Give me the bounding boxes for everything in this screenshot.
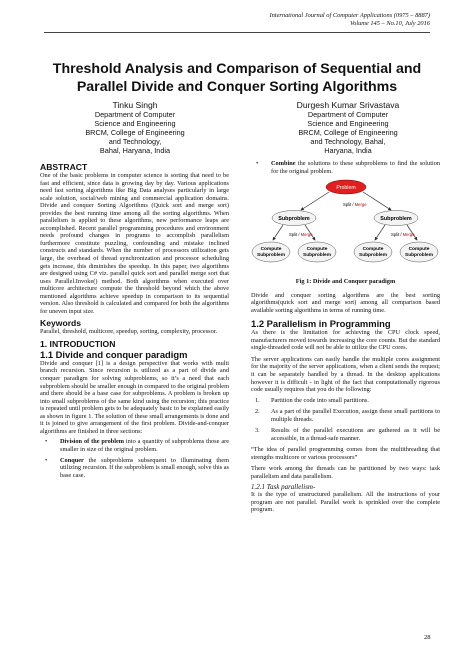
bullet-icon: • bbox=[256, 160, 259, 167]
author-2 bbox=[268, 100, 428, 156]
compute-2-line2: Subproblem bbox=[303, 253, 331, 259]
journal-volume: Volume 145 – No.10, July 2016 bbox=[349, 20, 430, 27]
section-1-2-1-paragraph: It is the type of unstructured parallelism. All the instructions of your program are not parallel. Parallel work is sprinkled over the complete program. bbox=[251, 491, 440, 514]
abstract-heading: ABSTRACT bbox=[40, 162, 88, 172]
bullet-conquer-bold: Conquer bbox=[60, 456, 84, 464]
keywords-text: Parallel, threshold, multicore, speedup, sorting, complexity, processor. bbox=[40, 328, 218, 336]
paper-title: Threshold Analysis and Comparison of Sequential and Parallel Divide and Conquer Sorting Algorithms bbox=[52, 61, 422, 95]
bullet-icon: • bbox=[45, 456, 48, 464]
split-merge-label-right bbox=[391, 232, 415, 237]
compute-4-line2: Subproblem bbox=[405, 253, 433, 259]
intro-paragraph: Divide and conquer [1] is a design perspective that works with multi branch recursion. Since recursion is utilized as a part of divide and conquer paradigm for solving subproblems, so it’s a need that each subproblem should be smaller enough in compared to the original problem and there should be a base case for subproblems. A problem is broken up into small subproblems of the same kind using the recursion; this practice is repeated until problem gets to be adequately basic to be explained easily as shown in figure 1. The solution of these small arrangements is done and it is joined to give arrangement of the first problem. Divide-and-conquer algorithms are finished in three sections: bbox=[40, 359, 229, 435]
keywords-heading: Keywords bbox=[40, 318, 82, 329]
step-2 bbox=[251, 408, 440, 423]
compute-node-1 bbox=[252, 242, 290, 262]
bullet-conquer-text: the subproblems subsequent to illuminating them utilizing recursion. If the subproblem is small enough, solve this as base case. bbox=[60, 456, 229, 479]
arrow-sub-left-to-compute-1 bbox=[273, 225, 283, 240]
author-2-affil-4: and Technology, Bahal, bbox=[310, 136, 386, 146]
bullet-division-text: into a quantity of subproblems those are smaller in size of the original problem. bbox=[60, 438, 230, 453]
bullet-combine bbox=[251, 160, 440, 175]
left-column bbox=[40, 160, 229, 482]
author-2-affil-1: Department of Computer bbox=[307, 110, 389, 119]
separator: / bbox=[297, 232, 301, 238]
compute-node-2 bbox=[298, 242, 336, 262]
abstract-text: One of the basic problems in computer science is sorting that need to be fast and efficient, since data is growing day by day. Various applications need fast sorting algorithms like Big Data analyses particularly in large scale solution, social/web mining and commercial application domains. Divide and conquer Sorting Algorithms (Quick sort and merge sort) provides the best running time among all the sorting algorithms. When parallelism is applied to these algorithms, new performance leaps are accomplished. Recent parallel programming procedures and environment needs profound changes in programs to accomplish parallelism furthermore constitute puzzling, confounding and mistake inclined constructs and standards. When the number of processors utilization gets large, the overhead of thread synchronization and processor scheduling gets increase, this diminishes the speedup. In this paper, two algorithms are designed using C# viz. parallel quick sort and parallel merge sort that uses Parallel.Invoke() method. Both algorithms when executed over multicore architecture compute the threshold beyond which the above mentioned algorithms achieve speedup in comparison to its sequential version. Also threshold is calculated and compared for both the algorithms for uneven input size. bbox=[40, 172, 229, 315]
bullet-combine-text: the solutions to these subproblems to find the solution for the original problem. bbox=[271, 160, 440, 175]
author-2-name: Durgesh Kumar Srivastava bbox=[296, 100, 400, 110]
merge-word: Merge bbox=[300, 232, 313, 238]
step-3 bbox=[251, 427, 440, 442]
step-3-text: Results of the parallel executions are gathered as it will be accessible, in a thread-safe manner. bbox=[271, 427, 440, 442]
bullet-division bbox=[40, 438, 229, 453]
compute-4-line1: Compute bbox=[408, 247, 430, 253]
merge-word: Merge bbox=[402, 232, 415, 238]
quote-paragraph: “The idea of parallel programming comes from the multithreading that strengths multicore or various processors” bbox=[251, 446, 440, 461]
arrow-problem-to-sub-left bbox=[301, 192, 329, 210]
author-2-affil-5: Haryana, India bbox=[324, 145, 372, 155]
header-rule bbox=[44, 32, 430, 33]
split-merge-label-left bbox=[289, 232, 313, 237]
subproblem-right-label: Subproblem bbox=[380, 216, 412, 223]
figure-1 bbox=[251, 178, 440, 276]
journal-name: International Journal of Computer Applications (0975 – 8887) bbox=[269, 12, 430, 19]
journal-header bbox=[269, 12, 430, 28]
compute-3-line2: Subproblem bbox=[359, 253, 387, 259]
author-1 bbox=[60, 100, 210, 156]
figure-caption: Fig 1: Divide and Conquer paradigm bbox=[295, 278, 396, 286]
split-word: Split bbox=[391, 232, 400, 238]
author-1-affil-3: BRCM, College of Engineering bbox=[85, 127, 185, 137]
compute-node-4 bbox=[400, 242, 438, 262]
split-merge-label-top bbox=[343, 202, 367, 207]
compute-3-line1: Compute bbox=[362, 247, 384, 253]
section-1-2-1-heading: 1.2.1 Task parallelism- bbox=[251, 482, 316, 491]
compute-2-line1: Compute bbox=[306, 247, 328, 253]
step-2-number: 2. bbox=[255, 408, 260, 416]
author-1-affil-5: Bahal, Haryana, India bbox=[99, 145, 171, 155]
bullet-division-bold: Division of the problem bbox=[60, 438, 125, 446]
split-word: Split bbox=[289, 232, 298, 238]
step-2-text: As a part of the parallel Execution, assign these small partitions to multiple threads. bbox=[271, 408, 440, 423]
divide-conquer-diagram bbox=[251, 178, 440, 276]
section-1-1-heading: 1.1 Divide and conquer paradigm bbox=[40, 348, 188, 360]
split-word: Split bbox=[343, 202, 352, 208]
right-column bbox=[251, 160, 440, 517]
author-1-affil-2: Science and Engineering bbox=[94, 118, 176, 128]
author-1-affil-1: Department of Computer bbox=[94, 110, 176, 119]
bullet-conquer bbox=[40, 457, 229, 480]
author-2-affil-2: Science and Engineering bbox=[307, 118, 389, 128]
introduction-heading: 1. INTRODUCTION bbox=[40, 338, 116, 349]
step-3-number: 3. bbox=[255, 427, 260, 435]
arrow-problem-to-sub-right bbox=[363, 192, 391, 210]
problem-label: Problem bbox=[336, 185, 356, 192]
step-1-number: 1. bbox=[255, 396, 260, 404]
author-2-affil-3: BRCM, College of Engineering bbox=[298, 127, 398, 137]
section-1-2-heading: 1.2 Parallelism in Programming bbox=[251, 318, 391, 330]
section-1-2-paragraph-3: There work among the threads can be partitioned by two ways: task parallelism and data parallelism. bbox=[251, 465, 440, 481]
bullet-combine-bold: Combine bbox=[271, 160, 296, 167]
step-1-text: Partition the code into small partitions. bbox=[271, 396, 369, 404]
merge-word: Merge bbox=[354, 202, 367, 208]
section-1-2-paragraph-1: As there is the limitation for achieving the CPU clock speed, manufacturers moved towards increasing the core counts. But the standard single-threaded code will not be able to utilize the CPU cores. bbox=[251, 329, 440, 352]
separator: / bbox=[399, 232, 403, 238]
author-1-affil-4: and Technology, bbox=[108, 136, 162, 146]
arrow-sub-right-to-compute-3 bbox=[375, 225, 385, 240]
author-1-name: Tinku Singh bbox=[112, 100, 158, 110]
page-number: 28 bbox=[424, 634, 431, 641]
section-1-2-paragraph-2: The server applications can easily handle the multiple cores assignment for the majority of the server applications, when a client sends the request; it can be separately handled by a thread. In the desktop applications however it is difficult - in light of the fact that computationally rigorous code usually requires that you do the following: bbox=[251, 355, 440, 394]
subproblem-left-label: Subproblem bbox=[278, 216, 310, 223]
compute-1-line1: Compute bbox=[260, 247, 282, 253]
compute-node-3 bbox=[354, 242, 392, 262]
after-figure-paragraph: Divide and conquer sorting algorithms are the best sorting algorithms(quick sort and merge sort) among all comparison based available sorting algorithms in terms of running time. bbox=[251, 291, 440, 314]
bullet-icon: • bbox=[45, 438, 48, 446]
compute-1-line2: Subproblem bbox=[257, 253, 285, 259]
separator: / bbox=[351, 202, 355, 208]
step-1 bbox=[251, 397, 440, 405]
